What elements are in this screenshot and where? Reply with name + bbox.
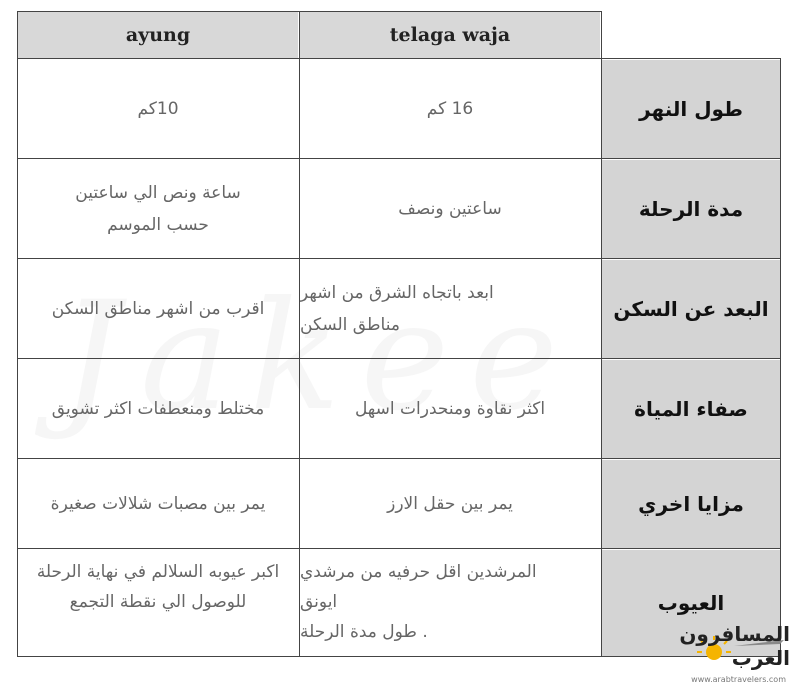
cell-telaga-trip-duration xyxy=(300,160,600,258)
cell-text: ابعد باتجاه الشرق من اشهر xyxy=(300,282,494,303)
grid-line xyxy=(17,258,781,259)
cell-ayung-distance xyxy=(18,260,298,358)
cell-telaga-water-clarity xyxy=(300,360,600,458)
cell-telaga-other-features xyxy=(300,460,600,548)
cell-ayung-drawbacks xyxy=(18,550,298,656)
grid-line xyxy=(17,11,18,657)
cell-text: مناطق السكن xyxy=(300,315,400,335)
row-label-trip-duration xyxy=(602,160,780,258)
row-label-text: البعد عن السكن xyxy=(613,297,769,321)
cell-ayung-water-clarity xyxy=(18,360,298,458)
grid-line xyxy=(17,58,781,59)
cell-text: اكثر نقاوة ومنحدرات اسهل xyxy=(354,398,546,419)
row-label-text: طول النهر xyxy=(639,97,743,121)
cell-text: ساعة ونص الي ساعتين xyxy=(75,182,241,203)
cell-text: اكبر عيوبه السلالم في نهاية الرحلة xyxy=(36,562,280,582)
row-label-river-length xyxy=(602,60,780,158)
row-label-water-clarity xyxy=(602,360,780,458)
cell-text: المرشدين اقل حرفيه من مرشدي xyxy=(300,562,537,583)
grid-line xyxy=(17,656,781,657)
grid-line xyxy=(601,11,602,657)
header-telaga xyxy=(300,12,600,58)
grid-line xyxy=(17,358,781,359)
row-label-distance xyxy=(602,260,780,358)
cell-telaga-drawbacks xyxy=(300,550,600,656)
cell-ayung-river-length xyxy=(18,60,298,158)
cell-text: يمر بين مصبات شلالات صغيرة xyxy=(50,493,266,514)
logo-name: المسافرون العرب xyxy=(679,622,790,670)
cell-text: اقرب من اشهر مناطق السكن xyxy=(51,298,265,319)
header-ayung xyxy=(18,12,298,58)
row-label-text: مزايا اخري xyxy=(638,492,744,516)
cell-ayung-other-features xyxy=(18,460,298,548)
grid-line xyxy=(780,58,781,657)
row-label-text: صفاء المياة xyxy=(634,397,748,421)
cell-telaga-distance xyxy=(300,260,600,358)
header-ayung-label: ayung xyxy=(125,24,191,46)
row-label-text: العيوب xyxy=(657,591,725,615)
cell-text: 16 كم xyxy=(426,98,474,119)
cell-text: يمر بين حقل الارز xyxy=(387,493,513,514)
header-telaga-label: telaga waja xyxy=(389,24,511,46)
row-label-other-features xyxy=(602,460,780,548)
grid-line xyxy=(17,11,601,12)
grid-line xyxy=(17,158,781,159)
cell-text: . طول مدة الرحلة xyxy=(300,621,428,642)
logo-url: www.arabtravelers.com xyxy=(691,675,786,684)
site-logo xyxy=(679,622,794,688)
cell-text: ساعتين ونصف xyxy=(398,198,502,219)
cell-ayung-trip-duration xyxy=(18,160,298,258)
grid-line xyxy=(17,458,781,459)
row-label-text: مدة الرحلة xyxy=(638,197,744,221)
cell-text: للوصول الي نقطة التجمع xyxy=(69,591,247,612)
cell-text: مختلط ومنعطفات اكثر تشويق xyxy=(51,398,265,419)
cell-text: 10كم xyxy=(137,98,179,119)
cell-text: ايونق xyxy=(300,592,338,613)
grid-line xyxy=(17,548,781,549)
cell-telaga-river-length xyxy=(300,60,600,158)
cell-text: حسب الموسم xyxy=(107,215,209,235)
grid-line xyxy=(299,11,300,657)
